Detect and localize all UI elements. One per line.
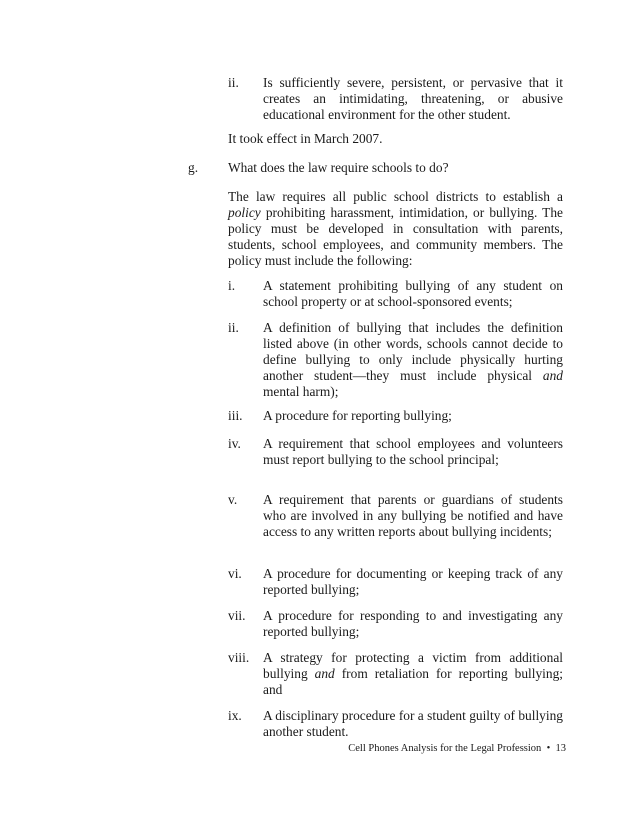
list-item-text: A procedure for documenting or keeping track of any reported bullying; [263,566,563,597]
list-item-text: A statement prohibiting bullying of any student on school property or at school-sponsored events; [263,278,563,309]
list-item-text: A procedure for reporting bullying; [263,408,452,423]
section-question: What does the law require schools to do? [228,160,449,175]
section-marker: g. [188,160,199,175]
list-marker: iii. [228,408,243,423]
list-item-text-part: mental harm); [263,384,339,399]
list-item-text: Is sufficiently severe, persistent, or pervasive that it creates an intimidating, threatening, or abusive educational environment for the other student. [263,75,563,122]
list-item-text: A disciplinary procedure for a student guilty of bullying another student. [263,708,563,739]
list-item-text-part: A definition of bullying that includes the definition listed above (in other words, schools cannot decide to define bullying to only include physically hurting another student—they must include physical [263,320,563,383]
list-marker: iv. [228,436,241,451]
footer-title: Cell Phones Analysis for the Legal Profession [348,743,542,754]
list-item-text: A procedure for responding to and investigating any reported bullying; [263,608,563,639]
list-marker: viii. [228,650,250,665]
intro-emphasis: policy [228,205,261,220]
page-number: 13 [555,743,566,754]
list-marker: ii. [228,75,239,90]
intro-text: The law requires all public school districts to establish a [228,189,563,204]
list-item-text [263,650,563,698]
page-footer [300,742,566,755]
effect-note: It took effect in March 2007. [228,131,383,146]
list-item-text-part: from retaliation for reporting bullying; and [263,666,563,697]
list-item-text-part: A strategy for protecting a victim from additional bullying [263,650,563,681]
list-marker: ii. [228,320,239,335]
list-marker: v. [228,492,238,507]
list-item-emphasis: and [314,666,335,681]
list-item-text: A requirement that school employees and volunteers must report bullying to the school principal; [263,436,563,467]
list-item-emphasis: and [542,368,563,383]
section-intro [228,189,563,269]
list-marker: vi. [228,566,242,581]
list-marker: ix. [228,708,242,723]
list-item-text [263,320,563,400]
intro-text: prohibiting harassment, intimidation, or bullying. The policy must be developed in consultation with parents, students, school employees, and community members. The policy must include the following: [228,205,563,268]
list-marker: vii. [228,608,246,623]
list-item-text: A requirement that parents or guardians of students who are involved in any bullying be notified and have access to any written reports about bullying incidents; [263,492,563,539]
footer-separator: • [546,743,551,754]
list-marker: i. [228,278,236,293]
